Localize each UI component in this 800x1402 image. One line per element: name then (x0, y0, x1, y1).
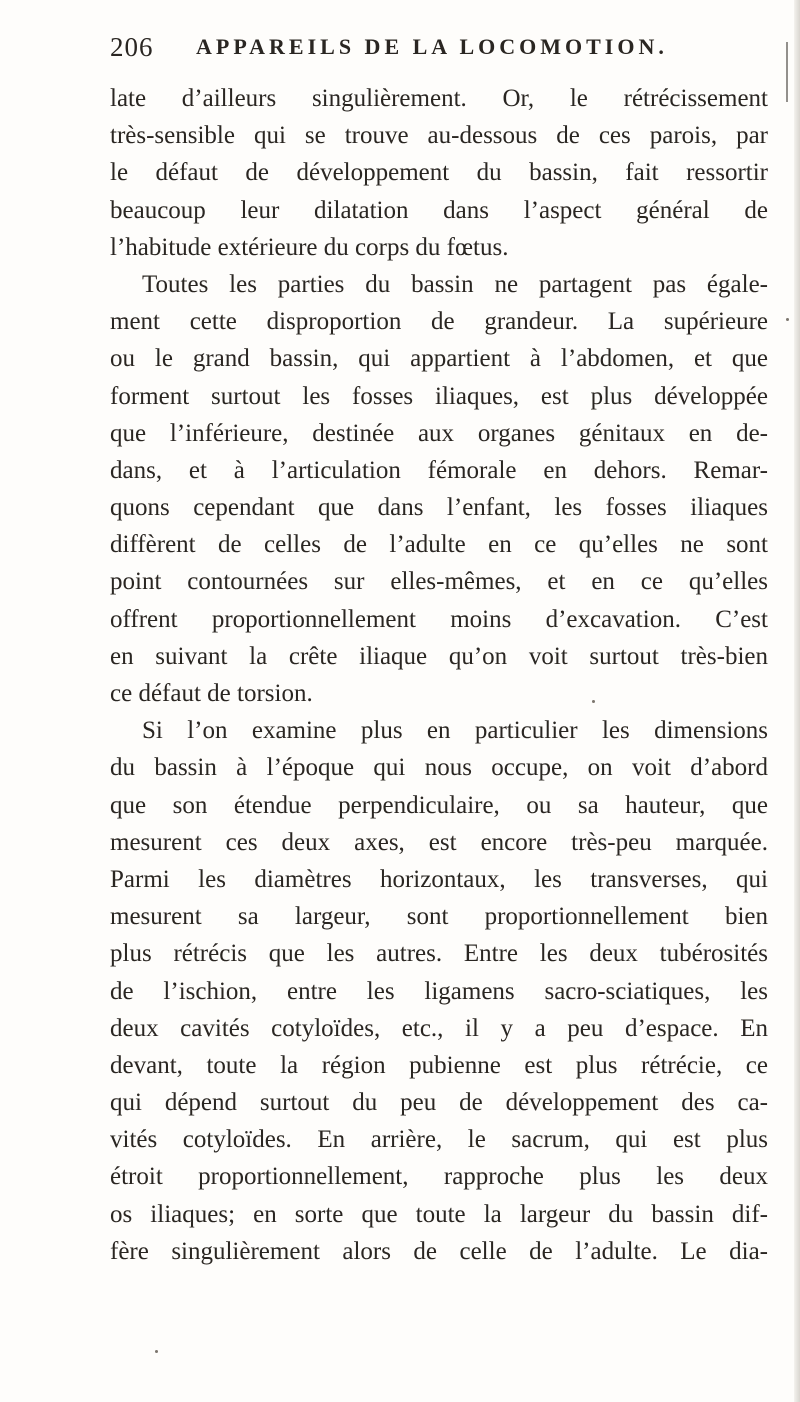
text-line: beaucoup leur dilatation dans l’aspect général de (110, 196, 768, 224)
text-line: ment cette disproportion de grandeur. La supérieure (110, 308, 768, 336)
text-line: plus rétrécis que les autres. Entre les deux tubérosités (110, 940, 768, 968)
text-line: point contournées sur elles-mêmes, et en ce qu’elles (110, 568, 768, 596)
text-line: diffèrent de celles de l’adulte en ce qu’elles ne sont (110, 531, 768, 559)
body-text (110, 80, 768, 1270)
text-line: mesurent sa largeur, sont proportionnellement bien (110, 903, 768, 931)
running-head: APPAREILS DE LA LOCOMOTION. (196, 34, 668, 59)
text-line: que son étendue perpendiculaire, ou sa hauteur, que (110, 791, 768, 819)
speck (786, 318, 789, 321)
text-line: Toutes les parties du bassin ne partagent pas égale- (142, 270, 768, 298)
text-line: de l’ischion, entre les ligamens sacro-sciatiques, les (110, 977, 768, 1005)
text-line: ou le grand bassin, qui appartient à l’abdomen, et que (110, 345, 768, 373)
text-line: le défaut de développement du bassin, fait ressortir (110, 159, 768, 187)
text-line: étroit proportionnellement, rapproche plus les deux (110, 1163, 768, 1191)
text-line: qui dépend surtout du peu de développement des ca- (110, 1089, 768, 1117)
page-edge-shadow (794, 0, 800, 1402)
text-line: offrent proportionnellement moins d’excavation. C’est (110, 605, 768, 633)
page-number: 206 (110, 32, 154, 62)
speck (155, 1350, 158, 1353)
text-line: fère singulièrement alors de celle de l’adulte. Le dia- (110, 1237, 768, 1265)
text-line: mesurent ces deux axes, est encore très-peu marquée. (110, 828, 768, 856)
text-line: dans, et à l’articulation fémorale en dehors. Remar- (110, 456, 768, 484)
text-line: en suivant la crête iliaque qu’on voit surtout très-bien (110, 642, 768, 670)
text-line: vités cotyloïdes. En arrière, le sacrum, qui est plus (110, 1126, 768, 1154)
text-line: devant, toute la région pubienne est plus rétrécie, ce (110, 1051, 768, 1079)
text-line: très-sensible qui se trouve au-dessous de ces parois, par (110, 122, 768, 150)
edge-mark (786, 42, 788, 102)
speck (592, 700, 595, 703)
text-line: l’habitude extérieure du corps du fœtus. (110, 233, 509, 261)
text-line: os iliaques; en sorte que toute la largeur du bassin dif- (110, 1200, 768, 1228)
text-line: quons cependant que dans l’enfant, les fosses iliaques (110, 494, 768, 522)
text-line: que l’inférieure, destinée aux organes génitaux en de- (110, 419, 768, 447)
text-line: Si l’on examine plus en particulier les dimensions (142, 717, 768, 745)
text-line: Parmi les diamètres horizontaux, les transverses, qui (110, 865, 768, 893)
text-line: late d’ailleurs singulièrement. Or, le rétrécissement (110, 85, 768, 112)
text-line: du bassin à l’époque qui nous occupe, on voit d’abord (110, 754, 768, 782)
page-header (110, 32, 750, 72)
text-line: ce défaut de torsion. (110, 680, 313, 707)
text-line: forment surtout les fosses iliaques, est plus développée (110, 382, 768, 410)
text-line: deux cavités cotyloïdes, etc., il y a peu d’espace. En (110, 1014, 768, 1042)
